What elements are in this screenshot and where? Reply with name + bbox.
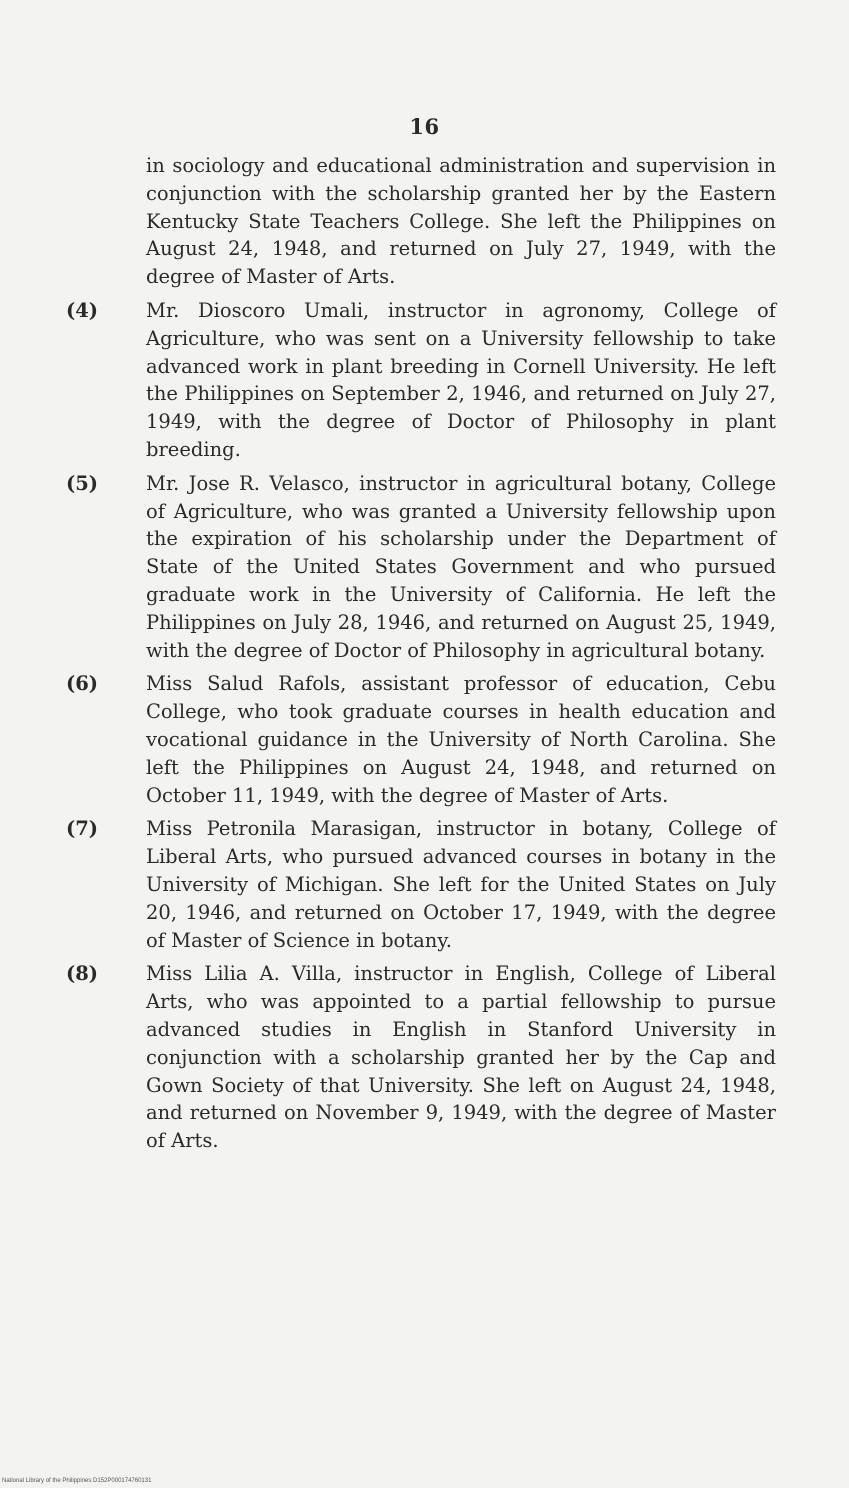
page-number: 16: [409, 114, 440, 139]
list-item: (7) Miss Petronila Marasigan, instructor in botany, College of Liberal Arts, who pursued advanced courses in botany in the University of Michigan. She left for the United States on July 20, 1946, and returned on October 17, 1949, with the degree of Master of Science in botany.: [66, 817, 776, 952]
item-text: Miss Salud Rafols, assistant professor of education, Cebu College, who took graduate courses in health education and vocational guidance in the University of North Carolina. She left the Philippines on August 24, 1948, and returned on October 11, 1949, with the degree of Master of Arts.: [146, 672, 776, 807]
item-text: Mr. Dioscoro Umali, instructor in agronomy, College of Agriculture, who was sent on a University fellowship to take advanced work in plant breeding in Cornell University. He left the Philippines on September 2, 1946, and returned on July 27, 1949, with the degree of Doctor of Philosophy in plant breeding.: [146, 298, 776, 461]
list-item: (5) Mr. Jose R. Velasco, instructor in agricultural botany, College of Agriculture, who was granted a University fellowship upon the expiration of his scholarship under the Department of State of the United States Government and who pursued graduate work in the University of California. He left the Philippines on July 28, 1946, and returned on August 25, 1949, with the degree of Doctor of Philosophy in agricultural botany.: [66, 471, 776, 662]
continuation-paragraph: in sociology and educational administration and supervision in conjunction with the scholarship granted her by the Eastern Kentucky State Teachers College. She left the Philippines on August 24, 1948, and returned on July 27, 1949, with the degree of Master of Arts.: [146, 154, 776, 289]
item-text: Miss Lilia A. Villa, instructor in English, College of Liberal Arts, who was appointed to a partial fellowship to pursue advanced studies in English in Stanford University in conjunction with a scholarship granted her by the Cap and Gown Society of that University. She left on August 24, 1948, and returned on November 9, 1949, with the degree of Master of Arts.: [146, 962, 776, 1153]
list-item: (6) Miss Salud Rafols, assistant professor of education, Cebu College, who took graduate courses in health education and vocational guidance in the University of North Carolina. She left the Philippines on August 24, 1948, and returned on October 11, 1949, with the degree of Master of Arts.: [66, 672, 776, 807]
list-item: (4) Mr. Dioscoro Umali, instructor in agronomy, College of Agriculture, who was sent on a University fellowship to take advanced work in plant breeding in Cornell University. He left the Philippines on September 2, 1946, and returned on July 27, 1949, with the degree of Doctor of Philosophy in plant breeding.: [66, 298, 776, 461]
footer-credit: National Library of the Philippines D152P000174760131: [2, 1478, 152, 1484]
item-text: Miss Petronila Marasigan, instructor in botany, College of Liberal Arts, who pursued advanced courses in botany in the University of Michigan. She left for the United States on July 20, 1946, and returned on October 17, 1949, with the degree of Master of Science in botany.: [146, 817, 776, 952]
list-item: (8) Miss Lilia A. Villa, instructor in English, College of Liberal Arts, who was appointed to a partial fellowship to pursue advanced studies in English in Stanford University in conjunction with a scholarship granted her by the Cap and Gown Society of that University. She left on August 24, 1948, and returned on November 9, 1949, with the degree of Master of Arts.: [66, 962, 776, 1153]
body-text: [66, 152, 776, 1155]
item-text: Mr. Jose R. Velasco, instructor in agricultural botany, College of Agriculture, who was granted a University fellowship upon the expiration of his scholarship under the Department of State of the United States Government and who pursued graduate work in the University of California. He left the Philippines on July 28, 1946, and returned on August 25, 1949, with the degree of Doctor of Philosophy in agricultural botany.: [146, 471, 776, 662]
